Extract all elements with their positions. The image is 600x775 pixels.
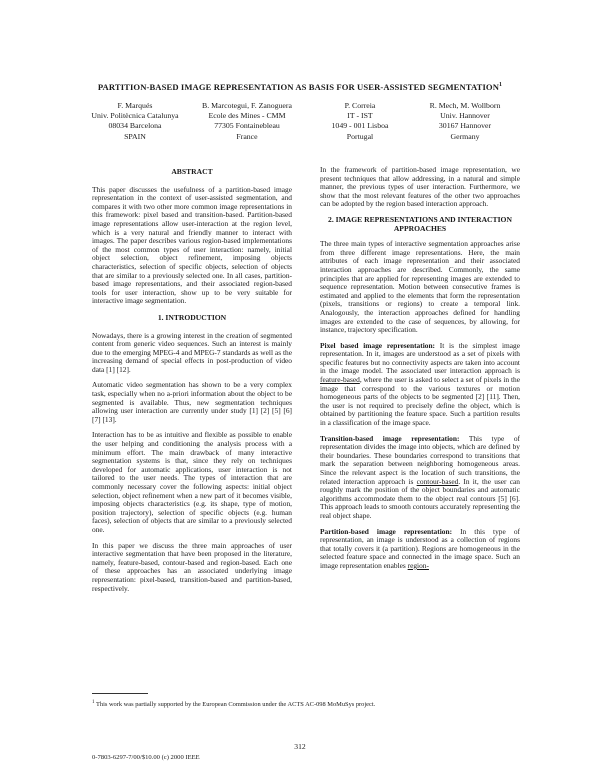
feature-based-term: feature-based (320, 375, 360, 385)
author-city: 77305 Fontainebleau (214, 121, 280, 131)
transition-based-lead: Transition-based image representation: (320, 433, 460, 443)
author-name: R. Mech, M. Wollborn (429, 101, 501, 110)
transition-based-paragraph (320, 435, 520, 521)
author-2 (182, 101, 312, 142)
title-footnote-mark: 1 (499, 82, 503, 89)
title-text: PARTITION-BASED IMAGE REPRESENTATION AS BASIS FOR USER-ASSISTED SEGMENTATION (97, 82, 500, 92)
author-name: B. Marcotegui, F. Zanoguera (202, 101, 292, 110)
pixel-based-paragraph (320, 342, 520, 428)
section-2-paragraph: The three main types of interactive segmentation approaches arise from three different image representations. Here, the main attributes of each image representation and their associated interaction approaches are described. Commonly, the same principles that are applied for representing images are extended to sequence representation. Motion between consecutive frames is estimated and applied to the elements that form the representation (pixels, transitions or regions) to create a temporal link. Analogously, the interaction approaches defined for handling images are extended to the case of sequences, by allowing, for instance, trajectory specification. (320, 239, 520, 335)
author-affiliation: Univ. Politècnica Catalunya (91, 111, 179, 121)
author-name: P. Correia (344, 101, 376, 110)
section-2-heading: 2. IMAGE REPRESENTATIONS AND INTERACTION APPROACHES (328, 214, 512, 233)
intro-paragraph-1: Nowadays, there is a growing interest in the creation of segmented content from generic video sequences. Such an interest is mainly due to the emerging MPEG-4 and MPEG-7 standards as well as the increasing demand of special effects in post-production of video data [1] [12]. (92, 330, 292, 374)
author-city: 08034 Barcelona (108, 121, 162, 131)
footnote (92, 700, 532, 708)
author-name: F. Marqués (117, 101, 153, 110)
author-city: 30167 Hannover (438, 121, 492, 131)
partition-based-paragraph (320, 528, 520, 571)
introduction-heading: 1. INTRODUCTION (157, 312, 227, 322)
footnote-divider (92, 693, 148, 694)
right-column (320, 166, 520, 578)
right-paragraph-1: In the framework of partition-based image representation, we present techniques that allow addressing, in a natural and simple manner, the previous types of user interaction. Furthermore, we show that the most relevant features of the other two approaches can be adopted by the region based interaction approach. (320, 165, 520, 209)
footnote-mark: 1 (92, 700, 95, 705)
transition-based-text-a: This type of representation divides the image into objects, which are defined by their boundaries. These boundaries correspond to transitions that mark the separation between neighboring homogeneous areas. Since the relevant aspect is the location of such transitions, the related interaction approach is (320, 433, 520, 486)
author-1 (70, 101, 200, 142)
author-city: 1049 - 001 Lisboa (331, 121, 389, 131)
intro-paragraph-3: Interaction has to be as intuitive and flexible as possible to enable the user helping and conditioning the analysis process with a minimum effort. The main drawback of many interactive segmentation systems is that, since they rely on techniques developed for automatic applications, user interaction is not tailored to the user needs. The types of interaction that are commonly necessary cover the following aspects: initial object selection, object refinement when a new part of it becomes visible, imposing objects characteristics (e.g. its shape, type of motion, position trajectory), selection of specific objects (e.g. human faces), selection of objects that are similar to a previously selected one. (92, 430, 292, 534)
author-4 (400, 101, 530, 142)
abstract-heading: ABSTRACT (171, 167, 213, 176)
author-country: SPAIN (124, 131, 146, 141)
author-affiliation: Ecole des Mines - CMM (208, 111, 286, 121)
author-country: Portugal (346, 131, 374, 141)
author-country: France (236, 131, 258, 141)
intro-paragraph-2: Automatic video segmentation has shown to be a very complex task, especially when no a-priori information about the object to be segmented is available. Thus, new segmentation techniques allowing user interaction are currently under study [1] [2] [5] [6] [7] [13]. (92, 380, 292, 424)
copyright-line: 0-7803-6297-7/00/$10.00 (c) 2000 IEEE (92, 754, 200, 761)
pixel-based-text-a: It is the simplest image representation. In it, images are understood as a set of pixels with specific features but no connectivity aspects are taken into account in the image model. The associated user interaction approach is (320, 340, 521, 376)
author-country: Germany (450, 131, 480, 141)
pixel-based-lead: Pixel based image representation: (320, 340, 436, 350)
abstract-text: This paper discusses the usefulness of a partition-based image representation in the context of user-assisted segmentation, and compares it with two other more common image representations in this framework: pixel based and transition-based. Partition-based image representations allow user-interaction at the region level, which is a very natural and friendly manner to interact with images. The paper describes various region-based implementations of the most common types of user interaction: namely, initial object selection, object refinement, imposing objects characteristics, selection of specific objects, selection of objects that are similar to a previously selected one. In all cases, partition-based image representations, and their associated region-based tools for user interaction, show up to be very suitable for interactive image segmentation. (92, 184, 292, 306)
page-number: 312 (294, 742, 306, 751)
footnote-text: This work was partially supported by the European Commission under the ACTS AC-098 MoMuSys project. (94, 701, 376, 709)
transition-based-text-b: . In it, the user can roughly mark the position of the object boundaries and automatic algorithms accommodate them to the object real contours [5] [6]. This approach leads to smooth contours accurately representing the real object shape. (320, 476, 520, 520)
partition-based-text-a: In this type of representation, an image is understood as a collection of regions that totally covers it (a partition). Regions are homogeneous in the selected feature space and connected in the image space. Such an image representation enables (320, 526, 520, 570)
pixel-based-text-b: , where the user is asked to select a set of pixels in the image that correspond to the various textures or motion homogeneous parts of the objects to be segmented [2] [11]. Then, the user is not required to precisely define the object, which is obtained by partitioning the feature space. Such a partition results in a classification of the image space. (320, 375, 520, 428)
partition-based-lead: Partition-based image representation: (320, 526, 453, 536)
intro-paragraph-4: In this paper we discuss the three main approaches of user interactive segmentation that have been proposed in the literature, namely, feature-based, contour-based and region-based. Each one of these approaches has an associated underlying image representation: pixel-based, transition-based and partition-based, respectively. (92, 540, 292, 593)
left-column (92, 166, 292, 600)
paper-title (60, 82, 540, 92)
author-affiliation: IT - IST (347, 111, 373, 121)
region-term: region- (407, 560, 429, 570)
author-affiliation: Univ. Hannover (440, 111, 490, 121)
contour-based-term: contour-based (416, 476, 459, 486)
